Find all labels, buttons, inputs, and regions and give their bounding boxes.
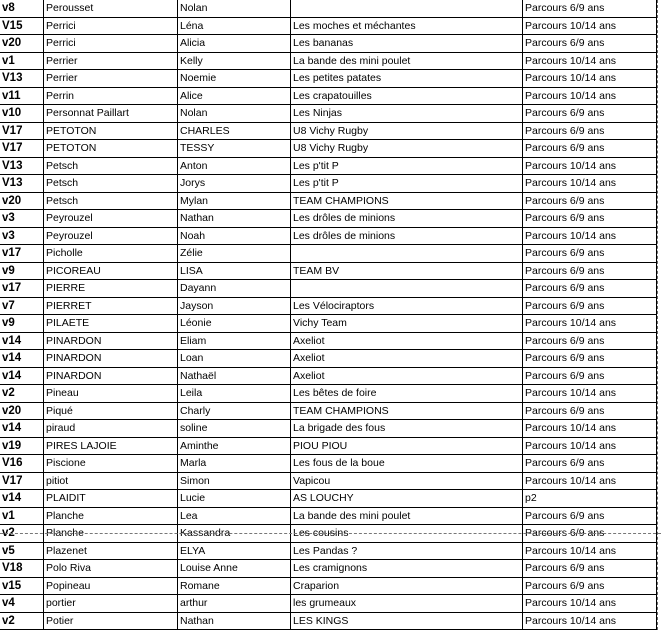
cell-first-name[interactable]: Jayson: [178, 298, 291, 316]
table-row: [0, 123, 661, 141]
cell-first-name[interactable]: Eliam: [178, 333, 291, 351]
cell-team[interactable]: TEAM BV: [291, 263, 523, 281]
cell-team[interactable]: les grumeaux: [291, 595, 523, 613]
cell-course[interactable]: Parcours 10/14 ans: [523, 88, 657, 106]
cell-last-name[interactable]: Peyrouzel: [44, 228, 178, 246]
cell-last-name[interactable]: PINARDON: [44, 333, 178, 351]
cell-last-name[interactable]: PETOTON: [44, 123, 178, 141]
cell-group[interactable]: V16: [0, 455, 44, 473]
table-row: [0, 595, 661, 613]
cell-team[interactable]: Les bêtes de foire: [291, 385, 523, 403]
cell-first-name[interactable]: Alice: [178, 88, 291, 106]
cell-course[interactable]: Parcours 6/9 ans: [523, 333, 657, 351]
table-row: [0, 140, 661, 158]
table-row: [0, 53, 661, 71]
cell-first-name[interactable]: ELYA: [178, 543, 291, 561]
cell-group[interactable]: v14: [0, 420, 44, 438]
cell-group[interactable]: v20: [0, 193, 44, 211]
cell-team[interactable]: Les p'tit P: [291, 158, 523, 176]
cell-last-name[interactable]: Perrier: [44, 70, 178, 88]
cell-team[interactable]: Axeliot: [291, 368, 523, 386]
cell-group[interactable]: v9: [0, 263, 44, 281]
cell-first-name[interactable]: Aminthe: [178, 438, 291, 456]
cell-team[interactable]: Les p'tit P: [291, 175, 523, 193]
cell-course[interactable]: Parcours 6/9 ans: [523, 298, 657, 316]
table-row: [0, 88, 661, 106]
cell-group[interactable]: v2: [0, 385, 44, 403]
cell-first-name[interactable]: Nathan: [178, 613, 291, 630]
cell-team[interactable]: Les Ninjas: [291, 105, 523, 123]
table-row: [0, 18, 661, 36]
cell-course[interactable]: Parcours 10/14 ans: [523, 315, 657, 333]
cell-course[interactable]: Parcours 10/14 ans: [523, 70, 657, 88]
page-break-horizontal: [0, 533, 661, 534]
table-row: [0, 368, 661, 386]
table-row: [0, 455, 661, 473]
cell-group[interactable]: v10: [0, 105, 44, 123]
table-row: [0, 175, 661, 193]
cell-course[interactable]: Parcours 10/14 ans: [523, 543, 657, 561]
table-row: [0, 298, 661, 316]
table-row: [0, 228, 661, 246]
cell-course[interactable]: Parcours 10/14 ans: [523, 158, 657, 176]
cell-first-name[interactable]: Dayann: [178, 280, 291, 298]
cell-last-name[interactable]: Personnat Paillart: [44, 105, 178, 123]
cell-group[interactable]: V17: [0, 473, 44, 491]
cell-first-name[interactable]: Léonie: [178, 315, 291, 333]
cell-team[interactable]: Vichy Team: [291, 315, 523, 333]
cell-team[interactable]: La brigade des fous: [291, 420, 523, 438]
cell-team[interactable]: LES KINGS: [291, 613, 523, 630]
table-row: [0, 473, 661, 491]
cell-group[interactable]: v11: [0, 88, 44, 106]
table-row: [0, 193, 661, 211]
cell-group[interactable]: v20: [0, 35, 44, 53]
table-row: [0, 0, 661, 18]
cell-first-name[interactable]: Léna: [178, 18, 291, 36]
cell-group[interactable]: v3: [0, 210, 44, 228]
cell-last-name[interactable]: PIRES LAJOIE: [44, 438, 178, 456]
cell-group[interactable]: v9: [0, 315, 44, 333]
table-row: [0, 280, 661, 298]
cell-course[interactable]: Parcours 6/9 ans: [523, 455, 657, 473]
table-row: [0, 350, 661, 368]
cell-last-name[interactable]: Planche: [44, 508, 178, 526]
cell-course[interactable]: Parcours 10/14 ans: [523, 53, 657, 71]
cell-last-name[interactable]: PINARDON: [44, 350, 178, 368]
table-row: [0, 438, 661, 456]
cell-last-name[interactable]: PETOTON: [44, 140, 178, 158]
table-row: [0, 403, 661, 421]
cell-group[interactable]: v14: [0, 490, 44, 508]
cell-last-name[interactable]: PINARDON: [44, 368, 178, 386]
cell-last-name[interactable]: Perrin: [44, 88, 178, 106]
cell-team[interactable]: U8 Vichy Rugby: [291, 140, 523, 158]
cell-team[interactable]: [291, 280, 523, 298]
table-row: [0, 158, 661, 176]
cell-team[interactable]: Les cousins: [291, 525, 523, 543]
cell-team[interactable]: AS LOUCHY: [291, 490, 523, 508]
cell-course[interactable]: Parcours 6/9 ans: [523, 403, 657, 421]
cell-course[interactable]: Parcours 6/9 ans: [523, 193, 657, 211]
table-row: [0, 105, 661, 123]
cell-group[interactable]: v17: [0, 280, 44, 298]
cell-group[interactable]: V13: [0, 175, 44, 193]
cell-group[interactable]: V18: [0, 560, 44, 578]
cell-first-name[interactable]: Charly: [178, 403, 291, 421]
table-row: [0, 420, 661, 438]
cell-course[interactable]: Parcours 6/9 ans: [523, 525, 657, 543]
cell-course[interactable]: Parcours 10/14 ans: [523, 18, 657, 36]
cell-last-name[interactable]: Petsch: [44, 193, 178, 211]
cell-first-name[interactable]: Noemie: [178, 70, 291, 88]
cell-course[interactable]: Parcours 10/14 ans: [523, 438, 657, 456]
cell-first-name[interactable]: Simon: [178, 473, 291, 491]
cell-first-name[interactable]: soline: [178, 420, 291, 438]
page-break-vertical: [657, 0, 658, 630]
cell-first-name[interactable]: Kelly: [178, 53, 291, 71]
cell-team[interactable]: Axeliot: [291, 350, 523, 368]
cell-group[interactable]: v19: [0, 438, 44, 456]
cell-team[interactable]: Les drôles de minions: [291, 210, 523, 228]
cell-last-name[interactable]: PILAETE: [44, 315, 178, 333]
cell-team[interactable]: U8 Vichy Rugby: [291, 123, 523, 141]
cell-last-name[interactable]: PIERRET: [44, 298, 178, 316]
cell-group[interactable]: v3: [0, 228, 44, 246]
cell-last-name[interactable]: Perrici: [44, 35, 178, 53]
cell-first-name[interactable]: Nolan: [178, 0, 291, 18]
cell-group[interactable]: v2: [0, 525, 44, 543]
cell-team[interactable]: Les bananas: [291, 35, 523, 53]
cell-first-name[interactable]: Loan: [178, 350, 291, 368]
cell-course[interactable]: Parcours 6/9 ans: [523, 280, 657, 298]
cell-course[interactable]: p2: [523, 490, 657, 508]
table-row: [0, 245, 661, 263]
cell-team[interactable]: TEAM CHAMPIONS: [291, 403, 523, 421]
cell-course[interactable]: Parcours 6/9 ans: [523, 210, 657, 228]
cell-last-name[interactable]: Petsch: [44, 158, 178, 176]
table-row: [0, 508, 661, 526]
cell-course[interactable]: Parcours 6/9 ans: [523, 105, 657, 123]
cell-group[interactable]: v20: [0, 403, 44, 421]
cell-last-name[interactable]: Potier: [44, 613, 178, 630]
cell-group[interactable]: V13: [0, 158, 44, 176]
cell-course[interactable]: Parcours 10/14 ans: [523, 595, 657, 613]
table-row: [0, 613, 661, 630]
cell-first-name[interactable]: TESSY: [178, 140, 291, 158]
cell-last-name[interactable]: Planche: [44, 525, 178, 543]
cell-team[interactable]: Les cramignons: [291, 560, 523, 578]
cell-last-name[interactable]: Perrier: [44, 53, 178, 71]
cell-first-name[interactable]: Nathaël: [178, 368, 291, 386]
cell-team[interactable]: [291, 0, 523, 18]
cell-group[interactable]: V17: [0, 140, 44, 158]
cell-group[interactable]: V13: [0, 70, 44, 88]
cell-last-name[interactable]: PICOREAU: [44, 263, 178, 281]
cell-team[interactable]: Les drôles de minions: [291, 228, 523, 246]
cell-first-name[interactable]: Leila: [178, 385, 291, 403]
cell-team[interactable]: TEAM CHAMPIONS: [291, 193, 523, 211]
cell-last-name[interactable]: PIERRE: [44, 280, 178, 298]
cell-team[interactable]: Axeliot: [291, 333, 523, 351]
cell-team[interactable]: Les Vélociraptors: [291, 298, 523, 316]
table-row: [0, 70, 661, 88]
cell-course[interactable]: Parcours 6/9 ans: [523, 368, 657, 386]
cell-course[interactable]: Parcours 6/9 ans: [523, 245, 657, 263]
cell-team[interactable]: PIOU PIOU: [291, 438, 523, 456]
cell-course[interactable]: Parcours 6/9 ans: [523, 263, 657, 281]
table-row: [0, 578, 661, 596]
cell-first-name[interactable]: Zélie: [178, 245, 291, 263]
cell-last-name[interactable]: portier: [44, 595, 178, 613]
cell-team[interactable]: [291, 245, 523, 263]
cell-last-name[interactable]: Piqué: [44, 403, 178, 421]
cell-first-name[interactable]: Noah: [178, 228, 291, 246]
cell-first-name[interactable]: LISA: [178, 263, 291, 281]
cell-course[interactable]: Parcours 10/14 ans: [523, 385, 657, 403]
cell-course[interactable]: Parcours 10/14 ans: [523, 420, 657, 438]
cell-first-name[interactable]: Nathan: [178, 210, 291, 228]
cell-last-name[interactable]: Peyrouzel: [44, 210, 178, 228]
cell-last-name[interactable]: PLAIDIT: [44, 490, 178, 508]
cell-last-name[interactable]: Pineau: [44, 385, 178, 403]
cell-team[interactable]: Les moches et méchantes: [291, 18, 523, 36]
cell-last-name[interactable]: Polo Riva: [44, 560, 178, 578]
cell-group[interactable]: v4: [0, 595, 44, 613]
cell-group[interactable]: V15: [0, 18, 44, 36]
cell-first-name[interactable]: arthur: [178, 595, 291, 613]
cell-first-name[interactable]: Romane: [178, 578, 291, 596]
cell-course[interactable]: Parcours 10/14 ans: [523, 613, 657, 630]
table-row: [0, 490, 661, 508]
cell-course[interactable]: Parcours 6/9 ans: [523, 123, 657, 141]
table-row: [0, 210, 661, 228]
table-row: [0, 263, 661, 281]
table-row: [0, 315, 661, 333]
cell-course[interactable]: Parcours 6/9 ans: [523, 140, 657, 158]
cell-last-name[interactable]: Perousset: [44, 0, 178, 18]
cell-team[interactable]: Les petites patates: [291, 70, 523, 88]
cell-first-name[interactable]: Jorys: [178, 175, 291, 193]
cell-group[interactable]: v15: [0, 578, 44, 596]
cell-group[interactable]: v5: [0, 543, 44, 561]
cell-team[interactable]: Craparion: [291, 578, 523, 596]
cell-last-name[interactable]: Piscione: [44, 455, 178, 473]
cell-course[interactable]: Parcours 6/9 ans: [523, 578, 657, 596]
cell-last-name[interactable]: Plazenet: [44, 543, 178, 561]
cell-course[interactable]: Parcours 6/9 ans: [523, 350, 657, 368]
table-row: [0, 543, 661, 561]
cell-last-name[interactable]: Perrici: [44, 18, 178, 36]
cell-course[interactable]: Parcours 6/9 ans: [523, 0, 657, 18]
cell-group[interactable]: v17: [0, 245, 44, 263]
table-row: [0, 385, 661, 403]
cell-team[interactable]: La bande des mini poulet: [291, 508, 523, 526]
cell-last-name[interactable]: Petsch: [44, 175, 178, 193]
cell-team[interactable]: Les fous de la boue: [291, 455, 523, 473]
cell-group[interactable]: v14: [0, 333, 44, 351]
cell-team[interactable]: La bande des mini poulet: [291, 53, 523, 71]
cell-group[interactable]: v1: [0, 508, 44, 526]
cell-group[interactable]: v14: [0, 350, 44, 368]
cell-course[interactable]: Parcours 6/9 ans: [523, 560, 657, 578]
cell-course[interactable]: Parcours 10/14 ans: [523, 175, 657, 193]
cell-first-name[interactable]: Mylan: [178, 193, 291, 211]
cell-group[interactable]: v8: [0, 0, 44, 18]
cell-team[interactable]: Vapicou: [291, 473, 523, 491]
cell-group[interactable]: v14: [0, 368, 44, 386]
cell-team[interactable]: Les crapatouilles: [291, 88, 523, 106]
cell-course[interactable]: Parcours 10/14 ans: [523, 473, 657, 491]
cell-course[interactable]: Parcours 6/9 ans: [523, 35, 657, 53]
table-row: [0, 560, 661, 578]
cell-last-name[interactable]: Picholle: [44, 245, 178, 263]
cell-group[interactable]: v1: [0, 53, 44, 71]
cell-last-name[interactable]: pitiot: [44, 473, 178, 491]
cell-group[interactable]: v2: [0, 613, 44, 630]
cell-first-name[interactable]: Kassandra: [178, 525, 291, 543]
cell-last-name[interactable]: piraud: [44, 420, 178, 438]
cell-course[interactable]: Parcours 6/9 ans: [523, 508, 657, 526]
cell-course[interactable]: Parcours 10/14 ans: [523, 228, 657, 246]
cell-group[interactable]: v7: [0, 298, 44, 316]
cell-first-name[interactable]: CHARLES: [178, 123, 291, 141]
cell-last-name[interactable]: Popineau: [44, 578, 178, 596]
table-row: [0, 333, 661, 351]
cell-team[interactable]: Les Pandas ?: [291, 543, 523, 561]
cell-first-name[interactable]: Louise Anne: [178, 560, 291, 578]
cell-first-name[interactable]: Anton: [178, 158, 291, 176]
cell-first-name[interactable]: Lucie: [178, 490, 291, 508]
cell-first-name[interactable]: Nolan: [178, 105, 291, 123]
cell-first-name[interactable]: Alicia: [178, 35, 291, 53]
cell-group[interactable]: V17: [0, 123, 44, 141]
cell-first-name[interactable]: Lea: [178, 508, 291, 526]
table-row: [0, 35, 661, 53]
cell-first-name[interactable]: Marla: [178, 455, 291, 473]
